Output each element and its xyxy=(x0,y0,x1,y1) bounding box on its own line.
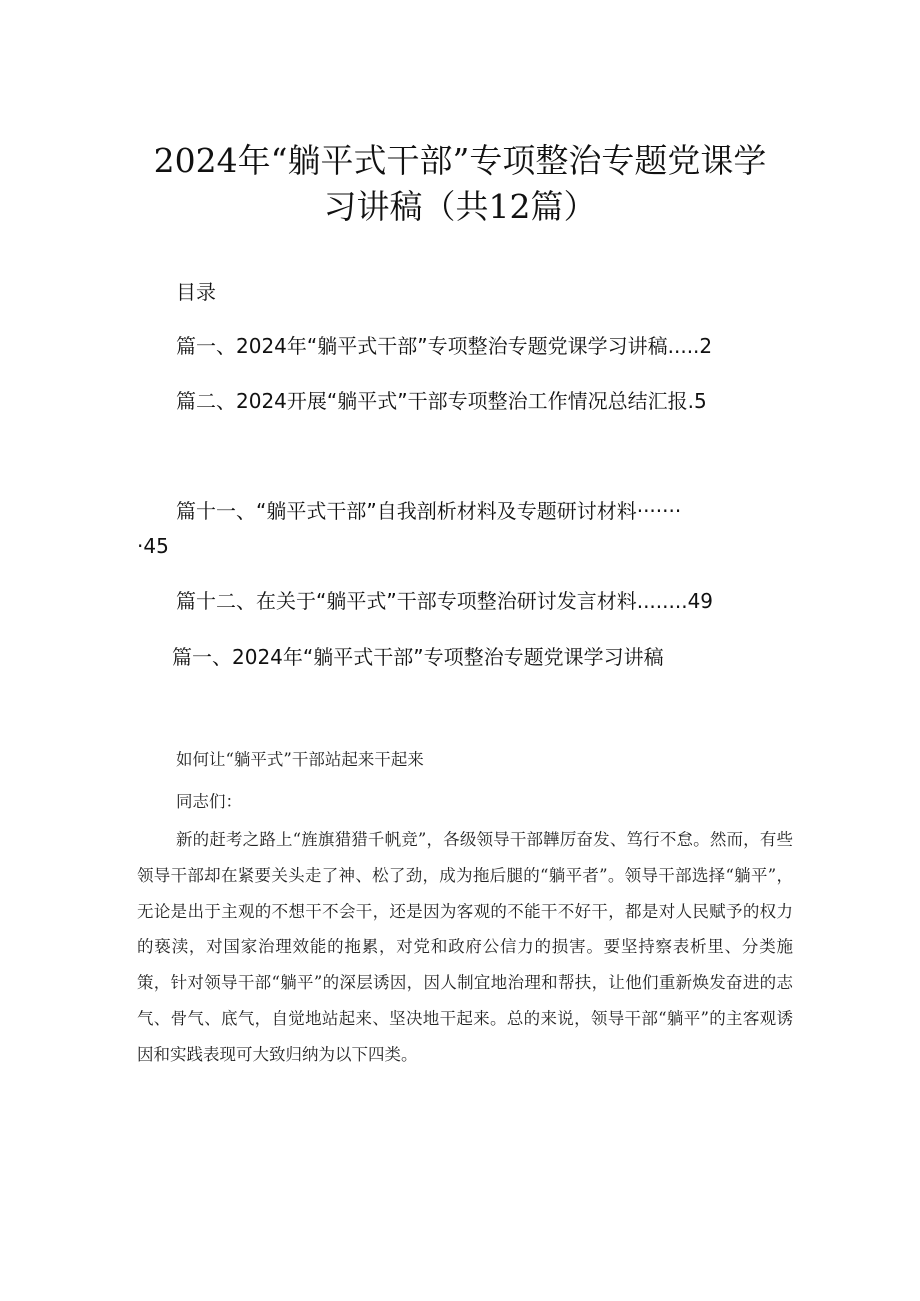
page-title xyxy=(0,138,920,230)
speech-paragraph: 新的赶考之路上“旌旗猎猎千帆竞”，各级领导干部韡厉奋发、笃行不怠。然而，有些领导干部却在紧要关头走了神、松了劲，成为拖后腿的“躺平者”。领导干部选择“躺平”，无论是出于主观的不想干不会干，还是因为客观的不能干不好干，都是对人民赋予的权力的亵渎，对国家治理效能的拖累，对党和政府公信力的损害。要坚持察表析里、分类施策，针对领导干部“躺平”的深层诱因，因人制宜地治理和帮扶，让他们重新焕发奋进的志气、骨气、底气，自觉地站起来、坚决地干起来。总的来说，领导干部“躺平”的主客观诱因和实践表现可大致归纳为以下四类。 xyxy=(137,830,793,1064)
page-title-line-1: 2024年“躺平式干部”专项整治专题党课学 xyxy=(153,141,767,180)
toc-entry-2[interactable]: 篇二、2024开展“躺平式”干部专项整治工作情况总结汇报.5 xyxy=(176,389,707,413)
speech-subtitle: 如何让“躺平式”干部站起来干起来 xyxy=(176,750,424,769)
toc-entry-11-line-1: 篇十一、“躺平式干部”自我剖析材料及专题研讨材料······· xyxy=(176,499,682,523)
toc-heading: 目录 xyxy=(176,280,216,304)
speech-salutation: 同志们： xyxy=(176,792,242,811)
toc-entry-1[interactable]: 篇一、2024年“躺平式干部”专项整治专题党课学习讲稿.....2 xyxy=(176,334,713,358)
page-title-line-2: 习讲稿（共12篇） xyxy=(323,187,597,226)
toc-entry-11-line-2: ·45 xyxy=(137,534,169,558)
toc-entry-12[interactable]: 篇十二、在关于“躺平式”干部专项整治研讨发言材料........49 xyxy=(176,589,714,613)
section-heading: 篇一、2024年“躺平式干部”专项整治专题党课学习讲稿 xyxy=(172,645,664,669)
